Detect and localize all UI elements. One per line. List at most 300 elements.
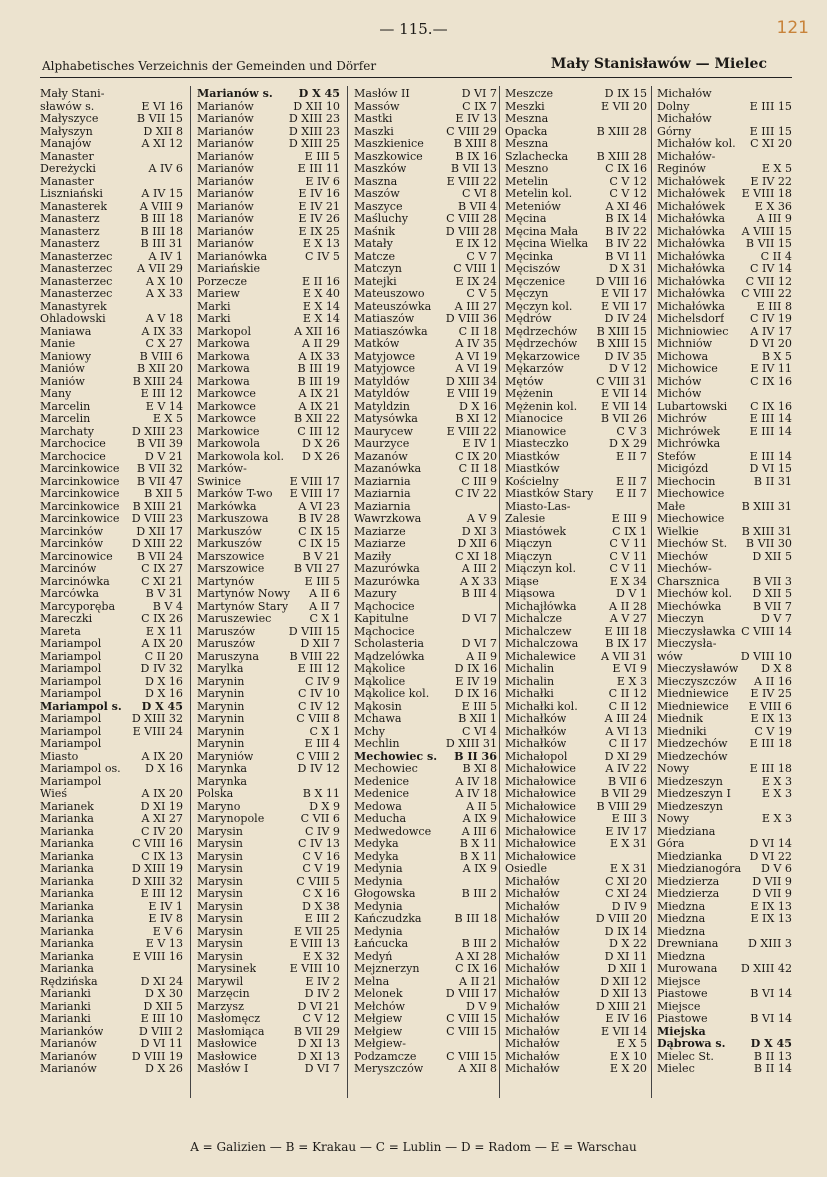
entry-name: Markuszów xyxy=(197,525,262,538)
entry-map-code: A XI 27 xyxy=(141,813,183,825)
index-entry xyxy=(505,638,647,651)
entry-map-code: E III 3 xyxy=(611,813,647,825)
index-entry xyxy=(40,351,183,364)
index-entry xyxy=(40,438,183,451)
index-entry xyxy=(505,888,647,901)
entry-map-code: D XII 5 xyxy=(752,550,792,563)
index-entry xyxy=(197,501,340,514)
index-entry xyxy=(657,126,792,139)
entry-map-code: B XIII 31 xyxy=(741,525,792,538)
entry-name: Wielkie xyxy=(657,525,699,538)
entry-name: Miedzianogóra xyxy=(657,863,742,875)
entry-map-code: D X 16 xyxy=(145,763,183,775)
entry-map-code: E VII 14 xyxy=(600,400,647,413)
index-entry xyxy=(505,901,647,914)
entry-name: Męcina xyxy=(505,213,547,225)
entry-name: Marynin xyxy=(197,725,245,738)
entry-map-code: E VIII 10 xyxy=(289,963,340,975)
entry-name: Michałów- xyxy=(657,150,716,163)
index-entry xyxy=(354,588,497,601)
entry-name: Matczyn xyxy=(354,263,402,275)
entry-map-code: D XII 6 xyxy=(457,538,497,550)
entry-map-code: D V 21 xyxy=(144,450,183,463)
index-entry xyxy=(40,188,183,201)
entry-map-code: C II 17 xyxy=(608,738,647,750)
entry-map-code: C V 19 xyxy=(754,725,792,738)
index-entry xyxy=(354,713,497,726)
index-entry xyxy=(40,1001,183,1014)
index-entry xyxy=(197,526,340,539)
index-entry xyxy=(197,1013,340,1026)
index-entry xyxy=(505,251,647,264)
entry-map-code: D VIII 15 xyxy=(288,625,340,638)
entry-map-code: A II 21 xyxy=(459,975,497,988)
index-entry xyxy=(354,226,497,239)
index-entry xyxy=(505,426,647,439)
entry-name: Marianów xyxy=(40,1050,97,1063)
entry-map-code: B XII 20 xyxy=(137,363,183,375)
entry-map-code: C V 7 xyxy=(466,250,497,263)
entry-map-code: A II 7 xyxy=(309,600,340,613)
entry-map-code: D XII 5 xyxy=(143,1000,183,1013)
entry-name: Marysin xyxy=(197,900,243,913)
index-entry xyxy=(354,851,497,864)
entry-name: Maruszyna xyxy=(197,650,259,663)
entry-name: Maziły xyxy=(354,550,392,563)
index-entry xyxy=(657,726,792,739)
entry-name: Marianówka xyxy=(197,250,268,263)
entry-map-code: D X 45 xyxy=(141,700,183,713)
index-entry xyxy=(505,601,647,614)
entry-map-code: A VI 19 xyxy=(455,350,497,363)
entry-map-code: B VII 32 xyxy=(136,463,183,475)
entry-map-code: E X 3 xyxy=(616,675,647,688)
index-entry xyxy=(657,763,792,776)
index-entry xyxy=(354,751,497,764)
entry-map-code: A IX 21 xyxy=(298,400,340,413)
entry-map-code: B VII 29 xyxy=(293,1025,340,1038)
entry-map-code: D XIII 19 xyxy=(131,863,183,875)
entry-name: Marianów xyxy=(197,163,254,175)
index-entry xyxy=(40,138,183,151)
index-entry xyxy=(354,701,497,714)
entry-map-code: B VIII 6 xyxy=(139,350,183,363)
entry-name: Medyń xyxy=(354,950,393,963)
entry-name: Micigózd xyxy=(657,463,709,475)
entry-name: Marianów xyxy=(197,225,254,238)
entry-name: Miedzeszyn I xyxy=(657,788,731,800)
index-entry xyxy=(354,88,497,101)
entry-name: Michałów xyxy=(505,1013,560,1025)
index-entry xyxy=(40,1051,183,1064)
entry-name: Męczenice xyxy=(505,275,566,288)
index-entry xyxy=(197,788,340,801)
entry-name: Marianów xyxy=(197,113,254,125)
entry-map-code: E X 3 xyxy=(761,775,792,788)
entry-name: Marianka xyxy=(40,825,94,838)
index-entry xyxy=(197,1051,340,1064)
entry-map-code: E VI 16 xyxy=(141,100,183,113)
entry-map-code: C IX 27 xyxy=(141,563,183,575)
index-entry xyxy=(354,476,497,489)
entry-map-code: A IX 9 xyxy=(462,813,497,825)
entry-map-code: A III 9 xyxy=(756,213,792,225)
entry-map-code: A IX 20 xyxy=(141,638,183,650)
index-entry xyxy=(197,688,340,701)
entry-map-code: D XIII 25 xyxy=(288,138,340,150)
index-entry xyxy=(505,776,647,789)
entry-map-code: D VIII 19 xyxy=(131,1050,183,1063)
index-entry xyxy=(657,151,792,164)
index-entry xyxy=(197,113,340,126)
entry-name: Marynin xyxy=(197,675,245,688)
index-entry xyxy=(354,788,497,801)
entry-name: Matały xyxy=(354,238,393,250)
entry-map-code: B VII 30 xyxy=(745,538,792,550)
entry-name: Michałów xyxy=(657,88,712,100)
entry-map-code: E X 34 xyxy=(609,575,647,588)
entry-name: Masłomęcz xyxy=(197,1013,261,1025)
entry-name: Michałówka xyxy=(657,288,725,300)
index-entry xyxy=(197,488,340,501)
index-entry xyxy=(505,588,647,601)
index-entry xyxy=(197,201,340,214)
entry-map-code: C VII 12 xyxy=(745,275,792,288)
entry-name: Marzysz xyxy=(197,1000,244,1013)
entry-name: Manasterzec xyxy=(40,263,113,275)
entry-name: Marcelin xyxy=(40,413,91,425)
entry-name: Mariampol xyxy=(40,638,102,650)
index-entry xyxy=(40,951,183,964)
entry-name: Marianów xyxy=(197,125,254,138)
entry-map-code: D VIII 36 xyxy=(445,313,497,325)
index-entry xyxy=(40,626,183,639)
index-entry xyxy=(40,238,183,251)
index-entry xyxy=(197,651,340,664)
region-legend: A = Galizien — B = Krakau — C = Lublin — D = Radom — E = Warschau xyxy=(190,1140,637,1154)
index-entry xyxy=(505,688,647,701)
entry-map-code: D XI 29 xyxy=(604,750,647,763)
entry-name: Miechowice xyxy=(657,488,725,500)
entry-name: Miedzna xyxy=(657,925,706,938)
entry-name: Marylka xyxy=(197,663,244,675)
entry-name: Michałówka xyxy=(657,238,725,250)
index-entry xyxy=(40,151,183,164)
index-entry xyxy=(197,876,340,889)
entry-name: Markowola kol. xyxy=(197,450,285,463)
index-entry xyxy=(505,563,647,576)
entry-map-code: C IV 13 xyxy=(297,838,340,850)
entry-name: Lubartowski xyxy=(657,400,728,413)
index-entry xyxy=(197,751,340,764)
index-entry xyxy=(197,126,340,139)
index-entry xyxy=(505,451,647,464)
entry-name: Głogowska xyxy=(354,888,416,900)
entry-name: Miednik xyxy=(657,713,703,725)
entry-map-code: B VI 14 xyxy=(750,988,792,1000)
entry-map-code: B VII 6 xyxy=(607,775,647,788)
index-entry xyxy=(505,1001,647,1014)
index-entry xyxy=(40,838,183,851)
entry-name: Mełgiew xyxy=(354,1013,403,1025)
entry-name: Metelin kol. xyxy=(505,188,573,200)
entry-map-code: D X 45 xyxy=(750,1038,792,1050)
entry-map-code: E VIII 24 xyxy=(132,725,183,738)
entry-name: Michałówka xyxy=(657,300,725,313)
index-entry xyxy=(40,201,183,214)
index-entry xyxy=(657,101,792,114)
entry-map-code: D XIII 3 xyxy=(747,938,792,950)
entry-map-code: E X 3 xyxy=(761,813,792,825)
index-entry xyxy=(197,838,340,851)
entry-name: Mchawa xyxy=(354,713,402,725)
entry-name: Miasto xyxy=(40,750,79,763)
index-entry xyxy=(197,438,340,451)
entry-map-code: C X 1 xyxy=(309,613,340,625)
index-entry xyxy=(40,451,183,464)
entry-name: Medynia xyxy=(354,900,403,913)
index-entry xyxy=(657,626,792,639)
entry-name: Marianów xyxy=(197,213,254,225)
entry-name: Michałowice xyxy=(505,763,576,775)
index-entry xyxy=(657,813,792,826)
entry-name: Michniów xyxy=(657,338,713,350)
index-entry xyxy=(657,951,792,964)
index-entry xyxy=(657,476,792,489)
entry-name: Miechów kol. xyxy=(657,588,733,600)
entry-map-code: A II 6 xyxy=(309,588,340,600)
entry-name: Mariampol s. xyxy=(40,700,122,713)
index-entry xyxy=(505,851,647,864)
entry-name: Maśluchy xyxy=(354,213,408,225)
index-entry xyxy=(40,501,183,514)
entry-name: Mariampol os. xyxy=(40,763,121,775)
entry-name: Liszniański xyxy=(40,188,103,200)
entry-name: Maszków xyxy=(354,163,407,175)
entry-map-code: E IX 24 xyxy=(455,275,497,288)
index-entry xyxy=(197,238,340,251)
index-entry xyxy=(505,476,647,489)
entry-map-code: D X 29 xyxy=(609,438,647,450)
index-entry xyxy=(354,113,497,126)
entry-map-code: C IV 22 xyxy=(454,488,497,500)
entry-name: Markowola xyxy=(197,438,261,450)
entry-name: Miedzierza xyxy=(657,888,720,900)
entry-name: Marysin xyxy=(197,950,243,963)
entry-name: Rędzińska xyxy=(40,975,98,988)
entry-map-code: A IV 15 xyxy=(141,188,183,200)
entry-map-code: C IX 13 xyxy=(141,850,183,863)
index-entry xyxy=(657,226,792,239)
entry-map-code: E X 13 xyxy=(302,238,340,250)
index-entry xyxy=(354,901,497,914)
index-entry xyxy=(657,301,792,314)
index-entry xyxy=(197,176,340,189)
index-entry xyxy=(657,488,792,501)
index-entry xyxy=(40,901,183,914)
entry-name: Medenice xyxy=(354,788,410,800)
index-entry xyxy=(354,301,497,314)
entry-map-code: B XIII 28 xyxy=(596,150,647,163)
entry-name: Michałówka xyxy=(657,225,725,238)
entry-map-code: A XII 8 xyxy=(458,1063,497,1075)
entry-map-code: D XII 7 xyxy=(300,638,340,650)
entry-map-code: E VIII 19 xyxy=(446,388,497,400)
entry-map-code: C V 3 xyxy=(616,425,647,438)
entry-name: Michałówek xyxy=(657,200,725,213)
index-entry xyxy=(197,513,340,526)
entry-name: Marcinkowice xyxy=(40,475,120,488)
index-entry xyxy=(197,563,340,576)
index-column-5 xyxy=(657,88,792,1098)
entry-name: Michrówka xyxy=(657,438,721,450)
entry-name: Markowa xyxy=(197,350,250,363)
index-entry xyxy=(657,613,792,626)
entry-name: Mchy xyxy=(354,725,385,738)
index-entry xyxy=(657,1026,792,1039)
index-entry xyxy=(657,113,792,126)
entry-name: Marianek xyxy=(40,800,94,813)
entry-name: Michałówek xyxy=(657,175,725,188)
entry-name: Miechocin xyxy=(657,475,716,488)
entry-name: Małyszyce xyxy=(40,113,99,125)
index-entry xyxy=(40,938,183,951)
entry-map-code: D XIII 31 xyxy=(445,738,497,750)
index-entry xyxy=(197,276,340,289)
entry-map-code: C VIII 28 xyxy=(446,213,497,225)
index-entry xyxy=(505,663,647,676)
entry-map-code: C VIII 22 xyxy=(741,288,792,300)
entry-name: Matysówka xyxy=(354,413,418,425)
entry-name: Meryszczów xyxy=(354,1063,424,1075)
index-entry xyxy=(354,426,497,439)
entry-map-code: D V 6 xyxy=(760,863,792,875)
index-entry xyxy=(505,726,647,739)
entry-map-code: A X 33 xyxy=(459,575,497,588)
index-entry xyxy=(197,101,340,114)
entry-name: Mariampol xyxy=(40,725,102,738)
index-entry xyxy=(657,526,792,539)
index-entry xyxy=(197,476,340,489)
entry-map-code: E II 16 xyxy=(301,275,340,288)
index-entry xyxy=(657,701,792,714)
index-entry xyxy=(657,213,792,226)
index-entry xyxy=(197,863,340,876)
entry-map-code: B VIII 29 xyxy=(596,800,647,813)
entry-map-code: D XIII 32 xyxy=(131,713,183,725)
entry-name: Marzęcin xyxy=(197,988,250,1000)
entry-map-code: A III 27 xyxy=(454,300,497,313)
entry-map-code: E VII 14 xyxy=(600,1025,647,1038)
entry-map-code: A VII 31 xyxy=(601,650,647,663)
entry-name: Michałowice xyxy=(505,838,576,850)
index-entry xyxy=(197,351,340,364)
entry-map-code: B VII 47 xyxy=(136,475,183,488)
entry-name: Mąkolice kol. xyxy=(354,688,430,700)
entry-map-code: C VIII 5 xyxy=(296,875,340,888)
entry-map-code: D XIII 42 xyxy=(740,963,792,975)
index-entry xyxy=(505,326,647,339)
entry-name: Mąchocice xyxy=(354,625,415,638)
entry-name: Podzamcze xyxy=(354,1050,417,1063)
entry-name: Mędrzechów xyxy=(505,325,578,338)
entry-name: Marcinowice xyxy=(40,550,113,563)
index-entry xyxy=(197,826,340,839)
index-entry xyxy=(505,463,647,476)
entry-name: Michałów xyxy=(505,1038,560,1050)
index-entry xyxy=(657,451,792,464)
index-entry xyxy=(354,988,497,1001)
index-entry xyxy=(505,176,647,189)
entry-name: Marysin xyxy=(197,938,243,950)
entry-map-code: E III 14 xyxy=(749,425,792,438)
entry-name: Meszcze xyxy=(505,88,554,100)
index-entry xyxy=(197,638,340,651)
entry-name: Marcelin xyxy=(40,400,91,413)
index-entry xyxy=(354,563,497,576)
entry-map-code: A III 2 xyxy=(461,563,497,575)
entry-map-code: B VII 24 xyxy=(136,550,183,563)
entry-name: Maszna xyxy=(354,175,398,188)
entry-name: Marysin xyxy=(197,838,243,850)
entry-map-code: D VI 22 xyxy=(749,850,792,863)
entry-map-code: D VIII 28 xyxy=(445,225,497,238)
entry-name: Matejki xyxy=(354,275,397,288)
entry-map-code: A IX 9 xyxy=(462,863,497,875)
entry-map-code: D X 26 xyxy=(145,1063,183,1075)
entry-map-code: B II 13 xyxy=(753,1050,792,1063)
entry-name: Manie xyxy=(40,338,76,350)
index-entry xyxy=(354,551,497,564)
entry-map-code: D XII 1 xyxy=(607,963,647,975)
entry-name: Marchocice xyxy=(40,450,106,463)
entry-map-code: A IV 17 xyxy=(750,325,792,338)
entry-name: Marynin xyxy=(197,738,245,750)
entry-map-code: E V 6 xyxy=(152,925,183,938)
entry-name: Maszki xyxy=(354,125,394,138)
entry-name: Marcinków xyxy=(40,538,104,550)
index-entry xyxy=(197,288,340,301)
entry-name: Miedniki xyxy=(657,725,707,738)
entry-map-code: E VII 17 xyxy=(600,300,647,313)
index-entry xyxy=(40,401,183,414)
index-entry xyxy=(505,801,647,814)
entry-name: Marki xyxy=(197,313,231,325)
index-entry xyxy=(40,826,183,839)
entry-name: Maryno xyxy=(197,800,241,813)
index-entry xyxy=(40,588,183,601)
index-entry xyxy=(354,763,497,776)
entry-name: Marianków xyxy=(40,1025,104,1038)
index-entry xyxy=(657,901,792,914)
entry-name: Mękarzowice xyxy=(505,350,580,363)
index-entry xyxy=(505,963,647,976)
entry-map-code: E VIII 6 xyxy=(748,700,792,713)
entry-map-code: D X 9 xyxy=(309,800,340,813)
entry-map-code: C IV 9 xyxy=(305,825,340,838)
index-entry xyxy=(354,163,497,176)
entry-map-code: E X 14 xyxy=(302,313,340,325)
index-entry xyxy=(505,488,647,501)
entry-name: Michajłówka xyxy=(505,600,577,613)
entry-name: Mędrzechów xyxy=(505,338,578,350)
entry-map-code: C V 16 xyxy=(302,850,340,863)
entry-map-code: D IV 35 xyxy=(604,350,647,363)
entry-map-code: E III 10 xyxy=(140,1013,183,1025)
entry-map-code: D VI 21 xyxy=(297,1000,340,1013)
entry-map-code: B IX 17 xyxy=(605,638,647,650)
index-entry xyxy=(354,138,497,151)
